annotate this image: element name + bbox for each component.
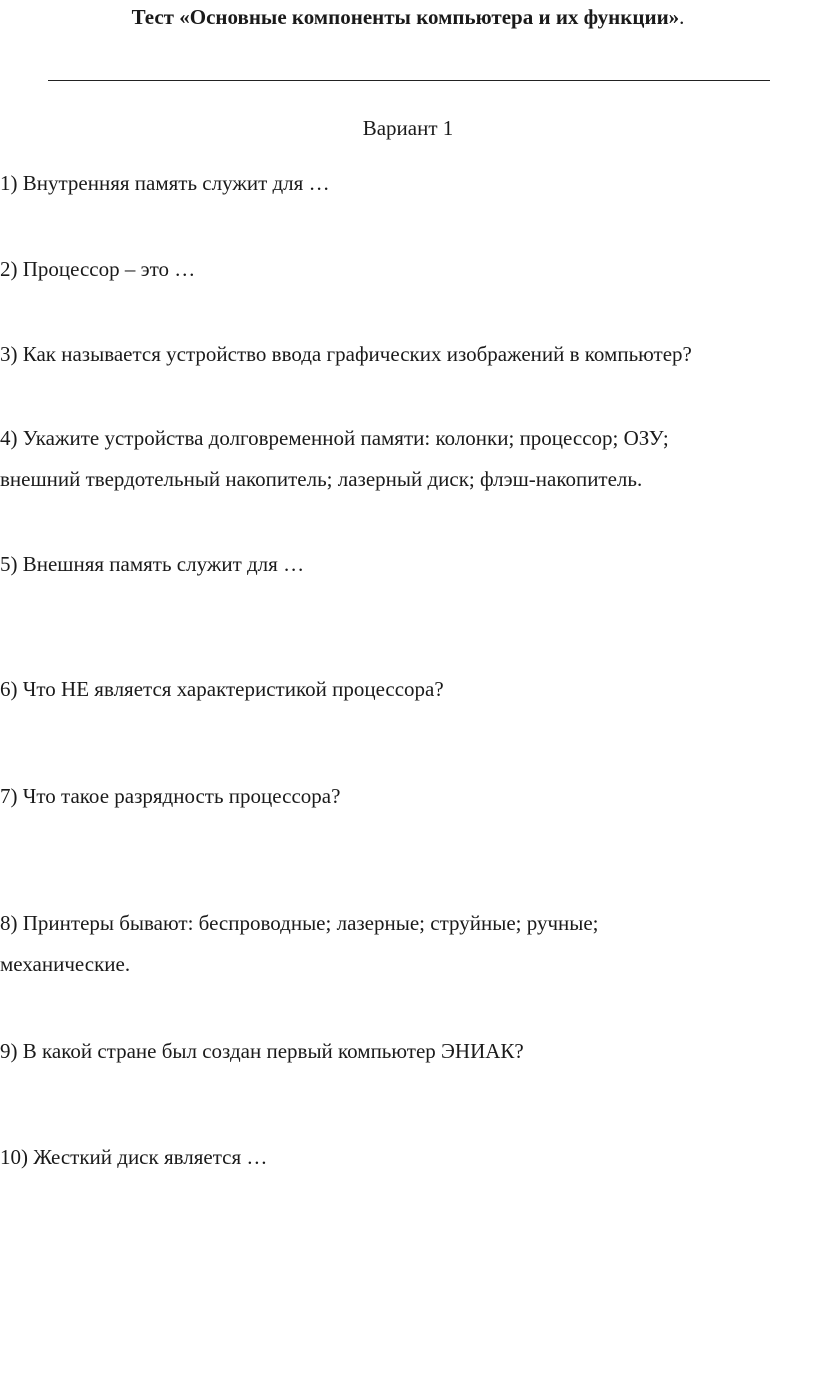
question-3	[0, 334, 816, 375]
question-8	[0, 903, 816, 985]
question-line: 2) Процессор – это …	[0, 257, 196, 281]
question-line: механические.	[0, 952, 131, 976]
question-line: 3) Как называется устройство ввода графических изображений в компьютер?	[0, 342, 692, 366]
variant-heading: Вариант 1	[362, 116, 454, 140]
question-9	[0, 1031, 816, 1072]
question-line: 8) Принтеры бывают: беспроводные; лазерные; струйные; ручные;	[0, 911, 599, 935]
question-line: 1) Внутренняя память служит для …	[0, 171, 330, 195]
title-period: .	[679, 5, 685, 29]
question-line: 9) В какой стране был создан первый компьютер ЭНИАК?	[0, 1039, 524, 1063]
question-5	[0, 544, 816, 585]
title-text: Тест «Основные компоненты компьютера и их функции»	[131, 5, 680, 29]
question-line: 4) Укажите устройства долговременной памяти: колонки; процессор; ОЗУ;	[0, 426, 669, 450]
page-title	[0, 4, 816, 30]
question-10	[0, 1137, 816, 1178]
question-7	[0, 776, 816, 817]
question-line: 10) Жесткий диск является …	[0, 1145, 268, 1169]
question-1	[0, 163, 816, 204]
question-line: внешний твердотельный накопитель; лазерный диск; флэш-накопитель.	[0, 467, 643, 491]
question-6	[0, 669, 816, 710]
divider-line	[48, 80, 770, 81]
question-line: 7) Что такое разрядность процессора?	[0, 784, 341, 808]
question-line: 6) Что НЕ является характеристикой процессора?	[0, 677, 444, 701]
question-4	[0, 418, 816, 500]
question-line: 5) Внешняя память служит для …	[0, 552, 305, 576]
question-2	[0, 249, 816, 290]
